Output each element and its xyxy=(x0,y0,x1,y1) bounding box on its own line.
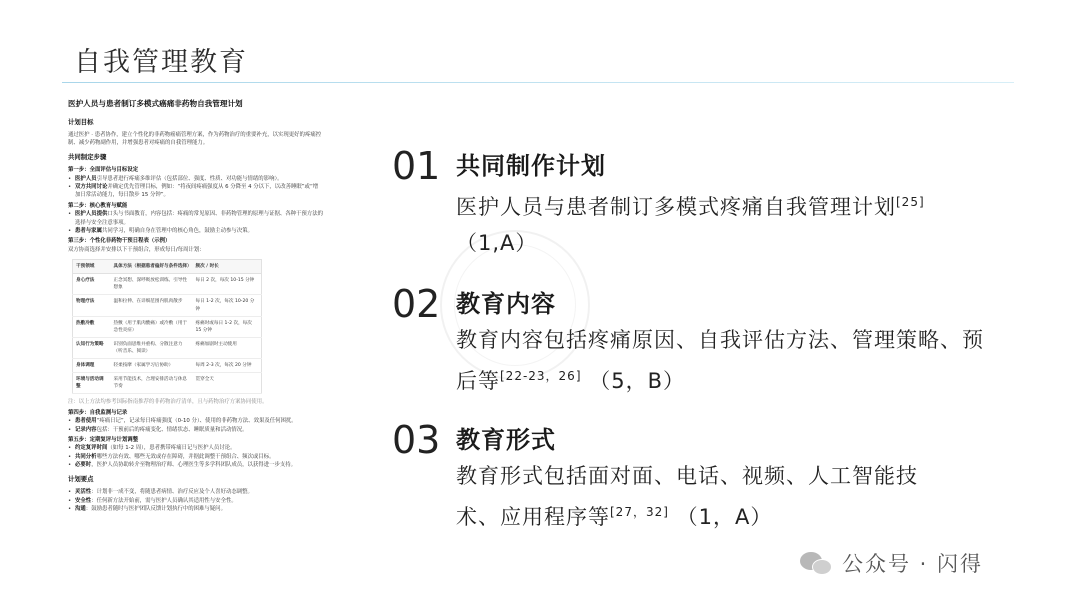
section-title: 共同制作计划 xyxy=(456,152,606,180)
section-title: 教育形式 xyxy=(456,426,556,454)
doc-heading: 医护人员与患者制订多模式癌痛非药物自我管理计划 xyxy=(68,99,243,108)
section-description: 教育内容包括疼痛原因、自我评估方法、管理策略、预后等[22-23，26] （5，B） xyxy=(456,328,984,393)
list-item: • 安全性：任何新方法开始前，需与医护人员确认其适用性与安全性。 xyxy=(68,497,323,505)
step2-title: 第二步：核心教育与赋能 xyxy=(68,202,128,209)
list-item: • 共同分析哪些方法有效、哪些无效或存在障碍，并据此调整干预组合、频次或目标。 xyxy=(68,453,323,461)
step4-title: 第四步：自我监测与记录 xyxy=(68,409,128,416)
points-list xyxy=(68,488,323,513)
step5-title: 第五步：定期复评与计划调整 xyxy=(68,436,139,443)
list-item: • 双方共同讨论并确定优先管理目标，例如：“将夜间疼痛强度从 6 分降至 4 分以下，以改善睡眠”或“增加日常活动能力，每日散步 15 分钟”。 xyxy=(68,183,323,200)
table-header: 干预领域 xyxy=(73,260,111,274)
wechat-account-badge xyxy=(800,548,983,578)
list-item: • 患者与家属共同学习，明确自身在管理中的核心角色，鼓励主动参与决策。 xyxy=(68,227,323,235)
page-title: 自我管理教育 xyxy=(74,47,248,78)
list-item: • 约定复评时间（如每 1-2 周），患者携带疼痛日记与医护人员讨论。 xyxy=(68,444,323,452)
citation: [27，32] xyxy=(610,505,669,519)
table-cell: 每日 1-2 次，每次 10-20 分钟 xyxy=(193,295,262,316)
goal-title: 计划目标 xyxy=(68,117,94,126)
account-name: 公众号 · 闪得 xyxy=(842,552,984,576)
citation: [25] xyxy=(896,195,925,209)
table-row xyxy=(73,337,262,358)
table-cell: 热敷冷敷 xyxy=(73,316,111,337)
table-cell: 每周 2-3 次，每次 20 分钟 xyxy=(193,359,262,373)
step4-list xyxy=(68,417,323,434)
list-item: • 医护人员提供口头与书面教育，内容包括：疼痛的常见原因、非药物管理的原理与证据、各种干预方法的选择与安全注意事项。 xyxy=(68,210,323,227)
goal-text: 通过医护 · 患者协作，建立个性化的非药物癌痛管理方案，作为药物治疗的重要补充，以实现更好的疼痛控制、减少药物副作用，并增强患者对疼痛的自我管理能力。 xyxy=(68,131,322,147)
section-title: 教育内容 xyxy=(456,290,556,318)
steps-title: 共同制定步骤 xyxy=(68,153,107,162)
evidence-grade: （1,A） xyxy=(456,231,538,255)
list-item: • 必要时，医护人员协助转介至物理治疗师、心理医生等多学科团队成员，以获得进一步支持。 xyxy=(68,461,323,469)
section-number: 01 xyxy=(392,144,441,188)
table-cell: 认知行为策略 xyxy=(73,337,111,358)
table-cell: 身体调理 xyxy=(73,359,111,373)
table-row xyxy=(73,295,262,316)
list-item: • 患者使用“疼痛日记”，记录每日疼痛强度（0-10 分）、使用的非药物方法、效果及任何困扰。 xyxy=(68,417,323,425)
section-number: 03 xyxy=(392,418,441,462)
table-row xyxy=(73,316,262,337)
step5-list xyxy=(68,444,323,469)
evidence-grade: （1，A） xyxy=(676,505,773,529)
wechat-icon xyxy=(800,550,834,576)
table-cell: 疼痛加剧时主动使用 xyxy=(193,337,262,358)
intervention-table xyxy=(72,259,262,394)
step3-text: 双方协商选择并安排以下干预组合，形成每日/每周计划： xyxy=(68,246,205,253)
section-description: 教育形式包括面对面、电话、视频、人工智能技术、应用程序等[27，32] （1，A） xyxy=(456,464,918,529)
step1-list xyxy=(68,175,323,200)
list-item: • 沟通：鼓励患者随时与医护团队反馈计划执行中的困难与疑问。 xyxy=(68,505,323,513)
list-item: • 记录内容包括：干预前后的疼痛变化、情绪状态、睡眠质量和活动情况。 xyxy=(68,426,323,434)
table-row xyxy=(73,274,262,295)
table-cell: 每日 2 次，每次 10-15 分钟 xyxy=(193,274,262,295)
citation: [22-23，26] xyxy=(500,369,582,383)
table-cell: 采用节能技术，合理安排活动与休息节奏 xyxy=(111,373,193,394)
table-cell: 识别负面思维并重构、分散注意力（听音乐、阅读） xyxy=(111,337,193,358)
step3-title: 第三步：个性化非药物干预日程表（示例） xyxy=(68,238,171,245)
table-cell: 热敷（用于肌肉酸痛）或冷敷（用于急性炎症） xyxy=(111,316,193,337)
title-divider xyxy=(62,82,1014,83)
evidence-grade: （5，B） xyxy=(589,369,685,393)
table-cell: 环境与活动调整 xyxy=(73,373,111,394)
table-cell: 轻柔按摩（家属学习后协助） xyxy=(111,359,193,373)
table-header: 具体方法（根据患者偏好与条件选择） xyxy=(111,260,193,274)
table-header-row xyxy=(73,260,262,274)
list-item: • 医护人员引导患者进行疼痛多维评估（包括部位、强度、性质、对功能与情绪的影响）。 xyxy=(68,175,323,183)
section-description: 医护人员与患者制订多模式疼痛自我管理计划[25] （1,A） xyxy=(456,195,925,255)
list-item: • 灵活性：计划非一成不变，将随患者病情、治疗反应及个人喜好动态调整。 xyxy=(68,488,323,496)
points-title: 计划要点 xyxy=(68,475,94,484)
table-cell: 温和拉伸、在详细范围内肌肉散步 xyxy=(111,295,193,316)
section-number: 02 xyxy=(392,282,441,326)
table-cell: 身心疗法 xyxy=(73,274,111,295)
step1-title: 第一步：全面评估与目标设定 xyxy=(68,167,139,174)
plan-document xyxy=(68,98,323,568)
table-cell: 物理疗法 xyxy=(73,295,111,316)
table-cell: 贯穿全天 xyxy=(193,373,262,394)
table-row xyxy=(73,359,262,373)
table-header: 频次 / 时长 xyxy=(193,260,262,274)
table-cell: 疼痛时或每日 1-2 次，每次 15 分钟 xyxy=(193,316,262,337)
table-row xyxy=(73,373,262,394)
step2-list xyxy=(68,210,323,235)
table-note: 注：以上方法均参考国际指南推荐的非药物治疗清单，且与药物治疗方案协同使用。 xyxy=(68,399,268,406)
table-cell: 正念冥想、深呼吸放松训练、引导性想象 xyxy=(111,274,193,295)
